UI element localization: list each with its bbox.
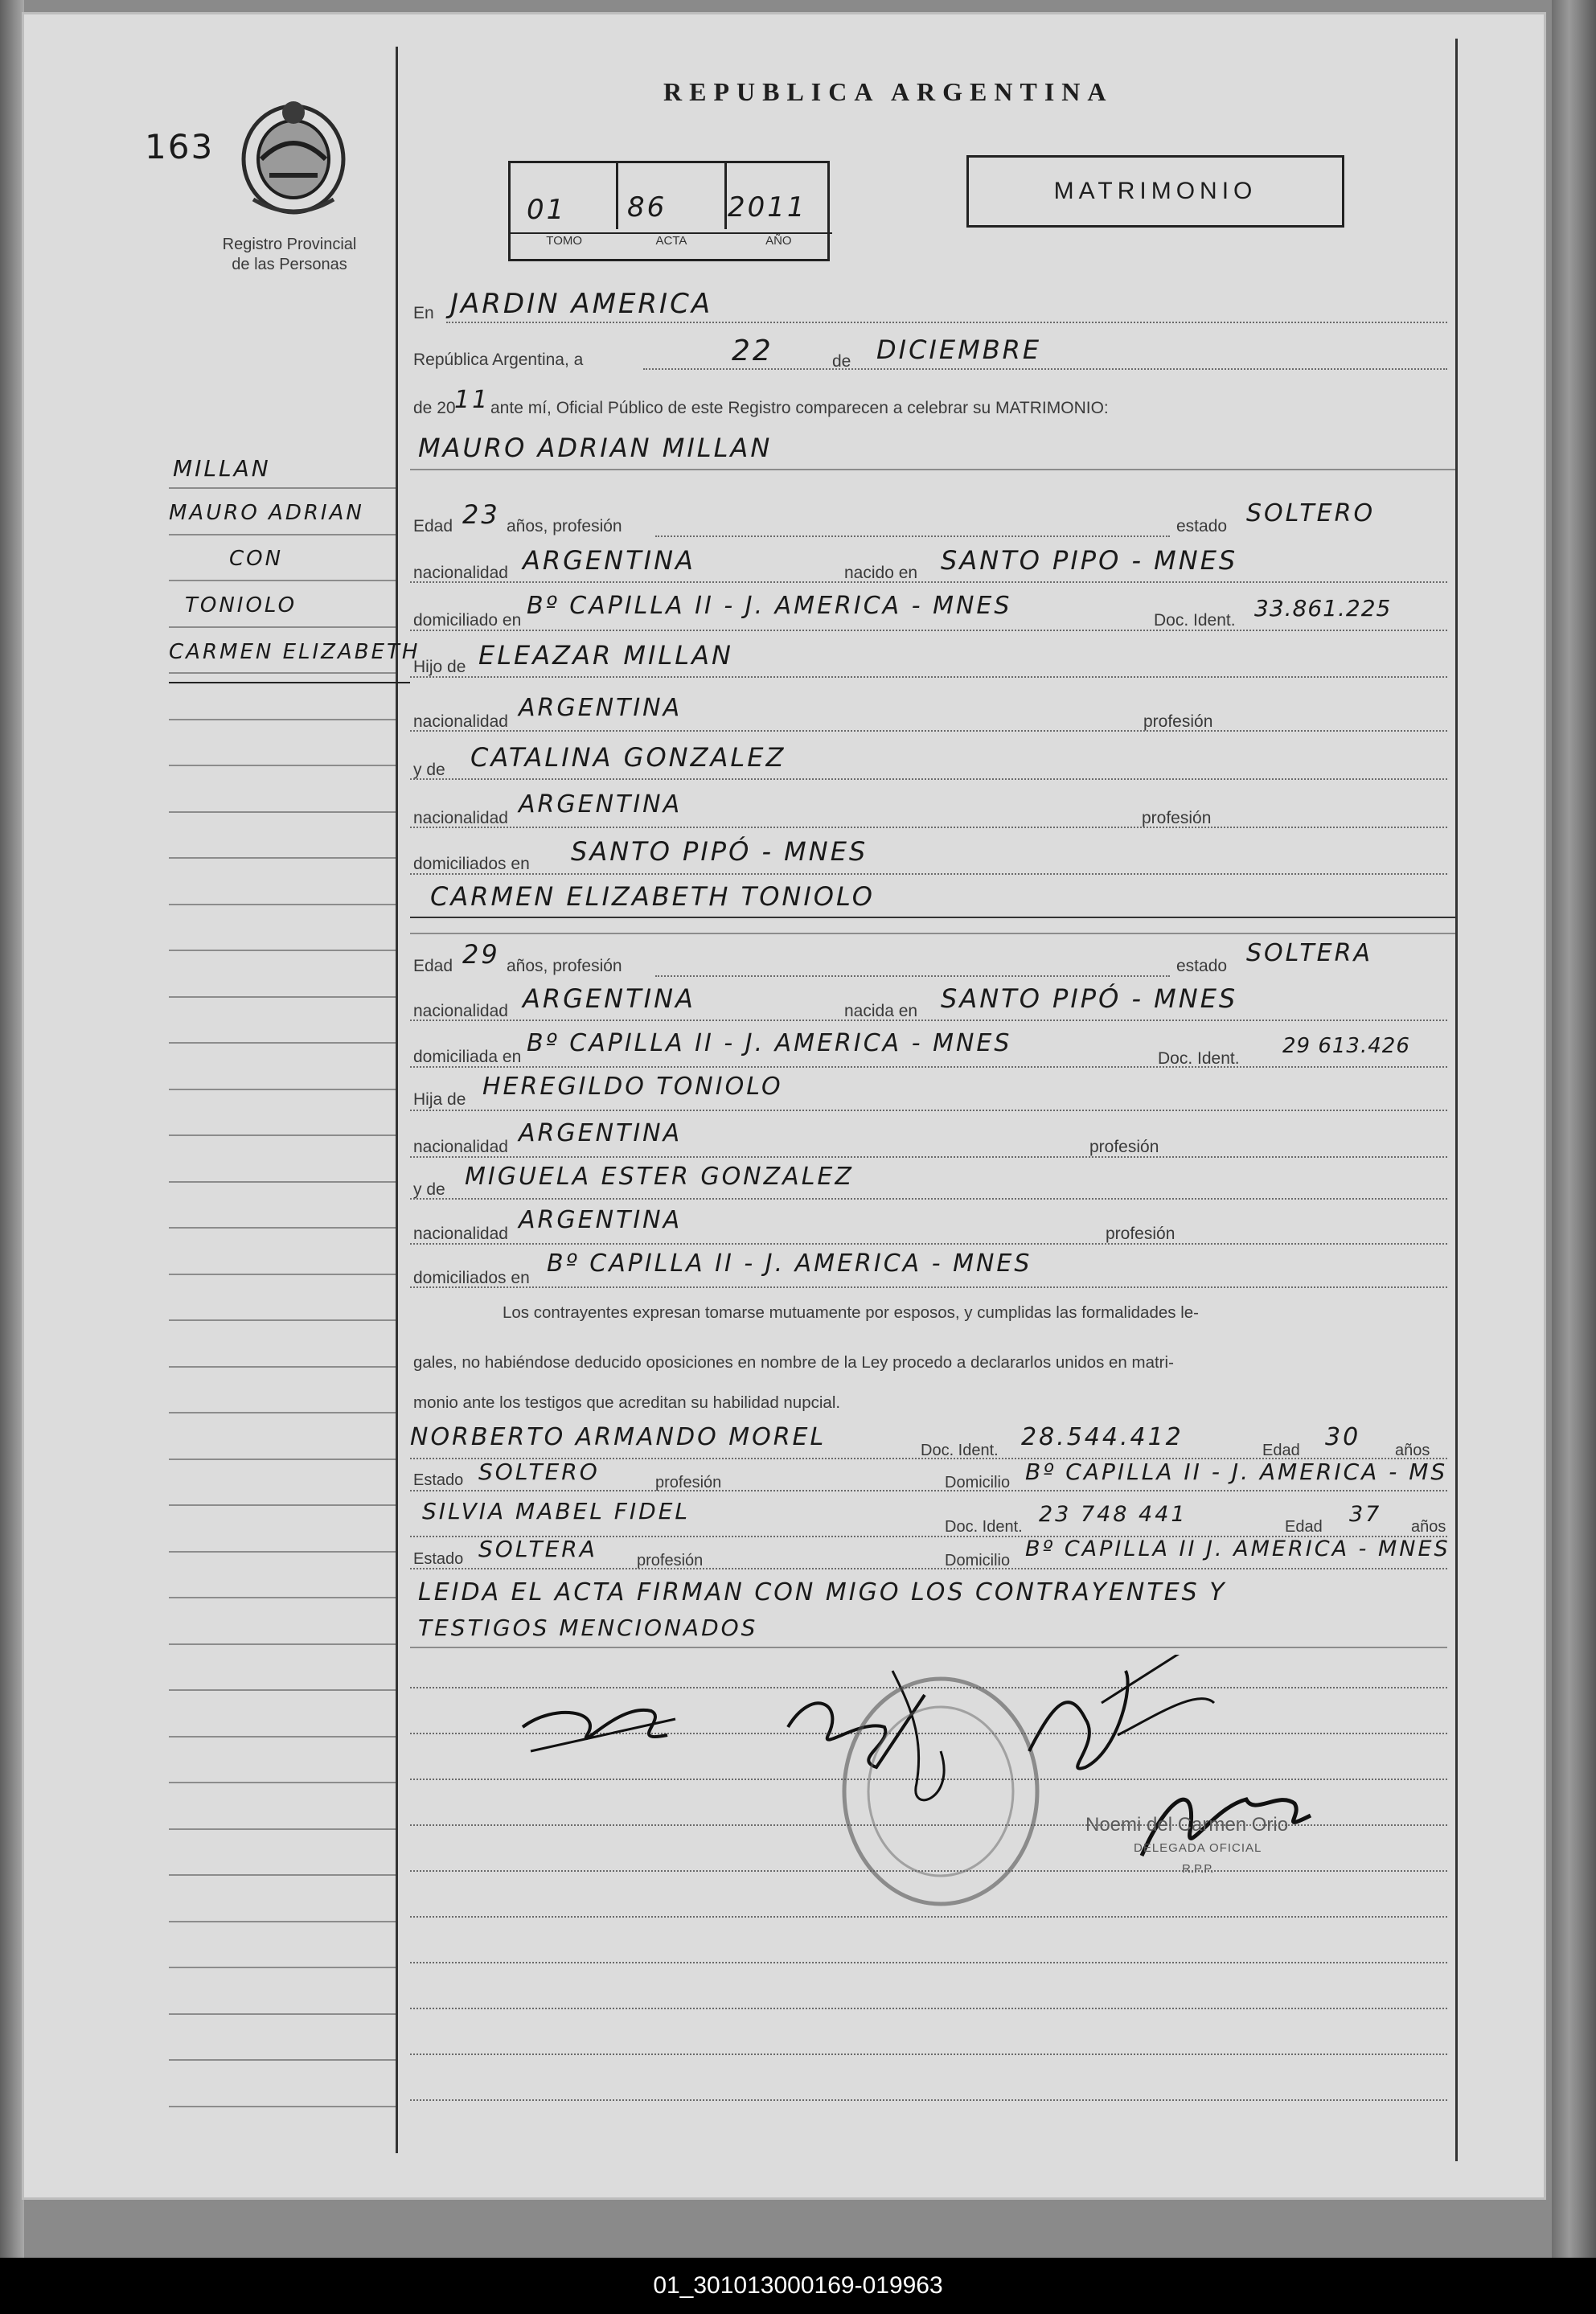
bride-madre: MIGUELA ESTER GONZALEZ: [465, 1163, 854, 1191]
margin-rule: [169, 996, 396, 998]
margin-divider: [396, 47, 398, 2153]
bride-dom: Bº CAPILLA II - J. AMERICA - MNES: [527, 1029, 1012, 1057]
groom-anios-label: años, profesión: [507, 517, 622, 535]
margin-rule: [169, 1643, 396, 1645]
witness1-edad: 30: [1325, 1423, 1361, 1451]
acta-label: ACTA: [655, 234, 687, 248]
margin-rule: [169, 1921, 396, 1922]
margin-rule: [169, 857, 396, 859]
bride-nac-label: nacionalidad: [413, 1002, 508, 1020]
en-label: En: [413, 304, 434, 322]
witness2-estado-label: Estado: [413, 1550, 464, 1568]
witness1-edad-label: Edad: [1262, 1442, 1300, 1459]
witness2-prof-label: profesión: [637, 1552, 704, 1569]
line-bride-name: [410, 917, 1455, 918]
margin-name-5: CARMEN ELIZABETH: [169, 640, 421, 664]
closing-line-1: LEIDA EL ACTA FIRMAN CON MIGO LOS CONTRAYENTES Y: [418, 1578, 1227, 1606]
margin-rule: [169, 1551, 396, 1553]
line-closing: [410, 1647, 1447, 1648]
groom-padres-dom: SANTO PIPÓ - MNES: [571, 836, 868, 867]
bride-madre-prof-label: profesión: [1106, 1225, 1175, 1243]
witness2-anios-label: años: [1411, 1518, 1446, 1536]
bride-madre-nac-label: nacionalidad: [413, 1225, 508, 1243]
groom-dom-label: domiciliado en: [413, 611, 522, 630]
margin-underline: [169, 682, 410, 683]
year-suffix: 11: [454, 386, 490, 414]
line-b-padres-dom: [410, 1286, 1447, 1288]
bride-madre-nac: ARGENTINA: [519, 1206, 683, 1234]
margin-rule: [169, 1089, 396, 1090]
line-groom-name: [410, 469, 1455, 470]
stamp-line-3: R.P.P.: [1182, 1862, 1214, 1876]
declaration-line-2: gales, no habiéndose deducido oposiciones en nombre de la Ley procedo a declararlos unidos en matri-: [413, 1353, 1174, 1372]
bride-hija-label: Hija de: [413, 1090, 466, 1109]
main-rule: [410, 1962, 1447, 1963]
line-bride-sep: [410, 933, 1455, 934]
line-b-madre-nac: [410, 1243, 1447, 1245]
line-b-madre: [410, 1198, 1447, 1200]
margin-rule: [169, 1689, 396, 1691]
margin-rule: [169, 1134, 396, 1136]
de-label: de: [832, 352, 851, 371]
margin-rule: [169, 1459, 396, 1460]
closing-line-2: TESTIGOS MENCIONADOS: [418, 1614, 758, 1641]
groom-dom: Bº CAPILLA II - J. AMERICA - MNES: [527, 592, 1012, 620]
groom-nacido: SANTO PIPO - MNES: [941, 545, 1238, 576]
line-g-madre-nac: [410, 827, 1447, 828]
witness1-dom-label: Domicilio: [945, 1474, 1011, 1491]
line-g-prof: [655, 535, 1170, 537]
line-fecha: [643, 368, 1447, 370]
bride-doc-label: Doc. Ident.: [1158, 1049, 1240, 1068]
groom-doc-label: Doc. Ident.: [1154, 611, 1236, 630]
line-g-padres-dom: [410, 873, 1447, 875]
witness2-dom-label: Domicilio: [945, 1552, 1011, 1569]
rep-label: República Argentina, a: [413, 351, 584, 369]
year-prefix: de 20: [413, 399, 456, 417]
tomo-label: TOMO: [546, 234, 583, 248]
groom-edad: 23: [462, 499, 500, 530]
margin-rule: [169, 626, 396, 628]
tomo-value: 01: [527, 194, 567, 226]
declaration-line-1: Los contrayentes expresan tomarse mutuamente por esposos, y cumplidas las formalidades le-: [503, 1303, 1199, 1322]
bride-padre-nac-label: nacionalidad: [413, 1138, 508, 1156]
groom-madre-prof-label: profesión: [1142, 809, 1212, 827]
intro-text: ante mí, Oficial Público de este Registro comparecen a celebrar su MATRIMONIO:: [490, 399, 1109, 417]
bride-padre: HEREGILDO TONIOLO: [482, 1073, 783, 1101]
groom-nac: ARGENTINA: [523, 545, 695, 576]
line-lugar: [446, 322, 1447, 323]
register-page: [24, 14, 1544, 2197]
margin-rule: [169, 1874, 396, 1876]
bride-anios-label: años, profesión: [507, 957, 622, 975]
margin-name-3: CON: [229, 547, 284, 571]
groom-estado-label: estado: [1176, 517, 1228, 535]
groom-madre-nac-label: nacionalidad: [413, 809, 508, 827]
margin-rule: [169, 1319, 396, 1321]
stamp-line-2: DELEGADA OFICIAL: [1134, 1841, 1262, 1855]
bride-edad: 29: [462, 939, 500, 970]
margin-rule: [169, 1782, 396, 1783]
groom-madre: CATALINA GONZALEZ: [470, 742, 786, 773]
groom-padre: ELEAZAR MILLAN: [478, 640, 733, 671]
witness2-doc-label: Doc. Ident.: [945, 1518, 1023, 1536]
witness2-edad: 37: [1349, 1502, 1382, 1527]
line-b-dom: [410, 1066, 1447, 1068]
margin-rule: [169, 580, 396, 581]
coat-of-arms-seal: [229, 95, 358, 224]
margin-rule: [169, 672, 396, 674]
margin-rule: [169, 719, 396, 720]
groom-estado: SOLTERO: [1246, 499, 1376, 527]
margin-rule: [169, 1181, 396, 1183]
groom-hijo-label: Hijo de: [413, 658, 466, 676]
witness2-edad-label: Edad: [1285, 1518, 1323, 1536]
witness2-name: SILVIA MABEL FIDEL: [422, 1498, 690, 1524]
bride-padres-dom: Bº CAPILLA II - J. AMERICA - MNES: [547, 1249, 1032, 1278]
margin-name-1: MILLAN: [173, 455, 271, 482]
margin-rule: [169, 950, 396, 951]
witness1-prof-label: profesión: [655, 1474, 722, 1491]
groom-nac-label: nacionalidad: [413, 564, 508, 582]
witness1-doc: 28.544.412: [1021, 1423, 1184, 1451]
margin-rule: [169, 1828, 396, 1830]
line-b-padre-nac: [410, 1156, 1447, 1158]
margin-rule: [169, 904, 396, 905]
line-g-madre: [410, 778, 1447, 780]
bride-padres-dom-label: domiciliados en: [413, 1269, 530, 1287]
margin-rule: [169, 1504, 396, 1506]
country-title: REPUBLICA ARGENTINA: [663, 77, 1114, 106]
line-b-padre: [410, 1110, 1447, 1111]
main-rule: [410, 2008, 1447, 2009]
book-edge: [1552, 0, 1596, 2258]
groom-madre-nac: ARGENTINA: [519, 790, 683, 819]
line-g-dom: [410, 630, 1447, 631]
acta-value: 86: [627, 191, 667, 224]
registry-line-1: Registro Provincial: [222, 236, 357, 253]
declaration-line-3: monio ante los testigos que acreditan su habilidad nupcial.: [413, 1393, 841, 1412]
line-w2-b: [410, 1568, 1447, 1569]
bride-doc: 29 613.426: [1282, 1034, 1410, 1058]
bride-name: CARMEN ELIZABETH TONIOLO: [430, 881, 875, 912]
margin-rule: [169, 2013, 396, 2015]
lugar: JARDIN AMERICA: [450, 288, 713, 320]
witness2-doc: 23 748 441: [1039, 1502, 1188, 1527]
margin-rule: [169, 1366, 396, 1368]
witness1-estado: SOLTERO: [478, 1459, 600, 1485]
mes: DICIEMBRE: [876, 334, 1042, 365]
margin-rule: [169, 1042, 396, 1044]
margin-rule: [169, 1274, 396, 1275]
registry-line-2: de las Personas: [232, 256, 347, 273]
margin-rule: [169, 2106, 396, 2107]
witness1-anios-label: años: [1395, 1442, 1430, 1459]
bride-yde-label: y de: [413, 1180, 445, 1199]
bride-dom-label: domiciliada en: [413, 1048, 522, 1066]
margin-name-4: TONIOLO: [185, 593, 297, 617]
margin-rule: [169, 1967, 396, 1968]
folio-number: 163: [145, 127, 215, 166]
bride-padre-prof-label: profesión: [1089, 1138, 1159, 1156]
line-g-padre-nac: [410, 730, 1447, 732]
bride-estado: SOLTERA: [1246, 939, 1372, 967]
dia: 22: [732, 334, 773, 367]
margin-rule: [169, 534, 396, 535]
margin-rule: [169, 1227, 396, 1229]
bride-edad-label: Edad: [413, 957, 453, 975]
margin-rule: [169, 811, 396, 813]
line-b-prof: [655, 975, 1170, 977]
bride-nacida-label: nacida en: [844, 1002, 918, 1020]
line-g-padre: [410, 676, 1447, 678]
signatures: [507, 1655, 1391, 1960]
doc-type-box: MATRIMONIO: [966, 155, 1344, 228]
groom-name: MAURO ADRIAN MILLAN: [418, 433, 773, 463]
margin-rule: [169, 2059, 396, 2061]
bride-nac: ARGENTINA: [523, 983, 695, 1014]
groom-padre-nac-label: nacionalidad: [413, 712, 508, 731]
anio-value: 2011: [728, 191, 807, 224]
bride-padre-nac: ARGENTINA: [519, 1119, 683, 1147]
margin-name-2: MAURO ADRIAN: [169, 501, 364, 525]
margin-rule: [169, 1736, 396, 1738]
groom-padre-prof-label: profesión: [1143, 712, 1213, 731]
filename-footer: 01_301013000169-019963: [0, 2258, 1596, 2314]
witness1-dom: Bº CAPILLA II - J. AMERICA - MS: [1025, 1459, 1448, 1485]
main-rule: [410, 2099, 1447, 2101]
bride-nacida: SANTO PIPÓ - MNES: [941, 983, 1238, 1014]
groom-yde-label: y de: [413, 761, 445, 779]
groom-doc: 33.861.225: [1254, 595, 1392, 622]
margin-rule: [169, 765, 396, 766]
right-border: [1455, 39, 1458, 2161]
anio-label: AÑO: [765, 234, 792, 248]
groom-nacido-label: nacido en: [844, 564, 918, 582]
witness1-name: NORBERTO ARMANDO MOREL: [410, 1423, 827, 1451]
bride-estado-label: estado: [1176, 957, 1228, 975]
book-spine: [0, 0, 24, 2258]
groom-padres-dom-label: domiciliados en: [413, 855, 530, 873]
witness2-dom: Bº CAPILLA II J. AMERICA - MNES: [1025, 1537, 1450, 1561]
groom-padre-nac: ARGENTINA: [519, 694, 683, 722]
witness1-doc-label: Doc. Ident.: [921, 1442, 999, 1459]
main-rule: [410, 2053, 1447, 2055]
margin-rule: [169, 487, 396, 489]
line-w1-b: [410, 1490, 1447, 1491]
line-g-nac: [410, 581, 1447, 583]
margin-rule: [169, 1412, 396, 1413]
tomo-acta-anio-box: [508, 161, 830, 261]
witness2-estado: SOLTERA: [478, 1536, 597, 1562]
stamp-line-1: Noemi del Carmen Orio: [1085, 1814, 1289, 1836]
witness1-estado-label: Estado: [413, 1471, 464, 1489]
groom-edad-label: Edad: [413, 517, 453, 535]
margin-rule: [169, 1597, 396, 1598]
line-b-nac: [410, 1020, 1447, 1021]
